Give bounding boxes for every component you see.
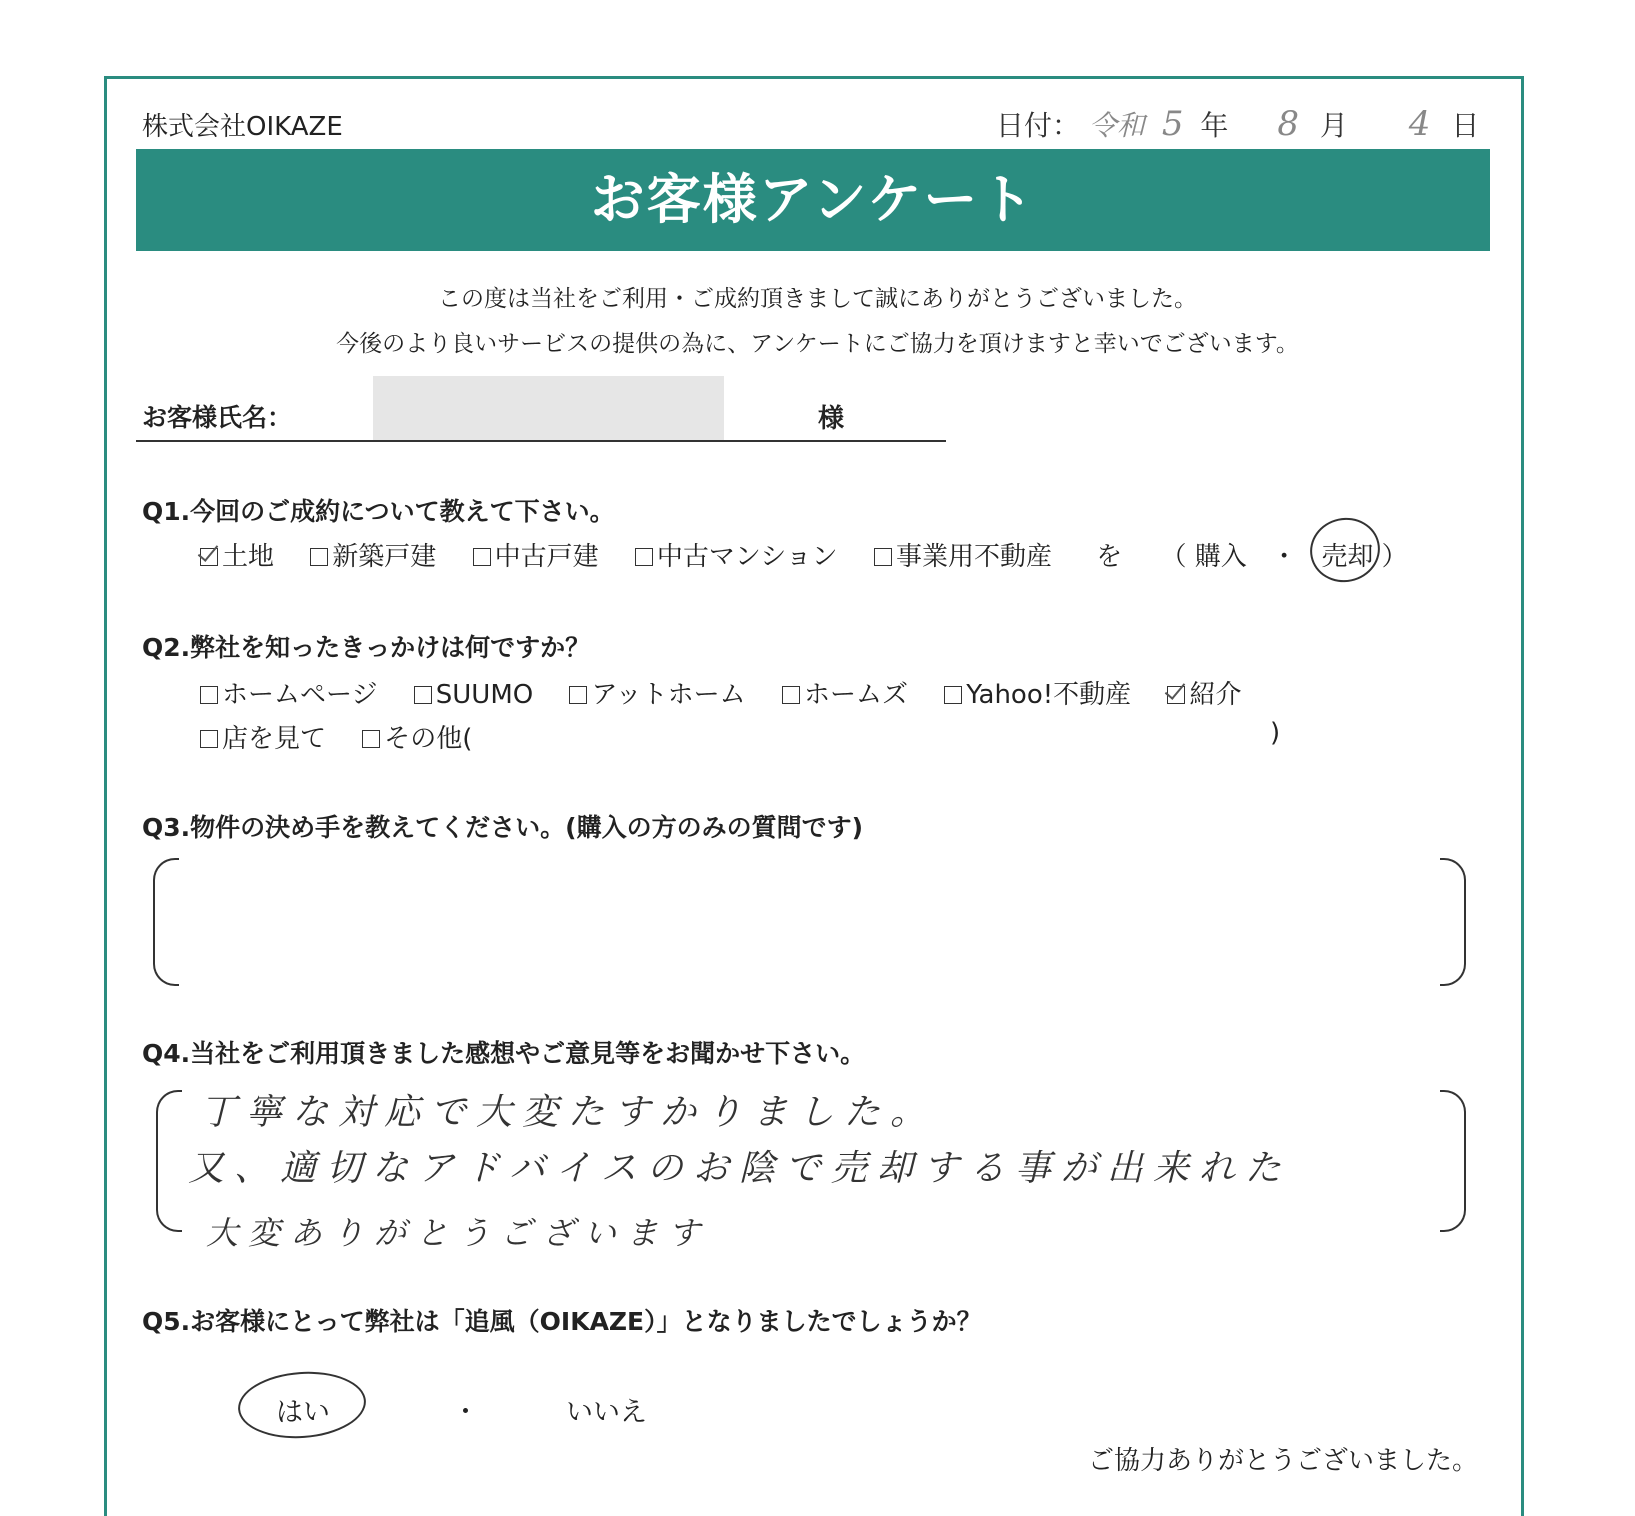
q2-option-homepage[interactable]: ホームページ [200,680,377,710]
checkbox-icon[interactable] [362,730,380,748]
q5-no[interactable]: いいえ [566,1397,647,1428]
date-era: 令和 [1088,109,1145,142]
customer-name-label: お客様氏名： [142,403,293,432]
date-month: 8 [1277,104,1299,144]
checkbox-checked-icon[interactable] [1167,686,1185,704]
q4-answer-line-2: 又、適切なアドバイスのお陰で売却する事が出来れた [188,1148,1291,1189]
q2-other-close: ) [1270,718,1281,748]
q5-yes[interactable]: はい [276,1397,330,1428]
checkbox-icon[interactable] [635,548,653,566]
checkbox-icon[interactable] [414,686,432,704]
checkbox-icon[interactable] [782,686,800,704]
checkbox-icon[interactable] [944,686,962,704]
q2-question: Q2.弊社を知ったきっかけは何ですか？ [142,633,591,662]
q1-option-business[interactable]: 事業用不動産 [874,542,1052,572]
q4-bracket-left [156,1090,182,1232]
q3-bracket-left [153,858,179,986]
q1-buy[interactable]: 購入 [1194,542,1247,572]
date-year-label: 年 [1200,109,1229,142]
q1-option-new-house[interactable]: 新築戸建 [310,542,436,572]
checkbox-checked-icon[interactable] [200,548,218,566]
q1-paren-open: （ [1160,542,1187,572]
q1-connector: を [1096,542,1123,572]
checkbox-icon[interactable] [874,548,892,566]
q1-option-used-house[interactable]: 中古戸建 [473,542,599,572]
q1-paren-close: ） [1381,542,1408,572]
q5-question: Q5.お客様にとって弊社は「追風（OIKAZE）」となりましたでしょうか？ [142,1307,982,1336]
name-underline [136,440,946,442]
q1-options [200,536,1436,573]
company-name: 株式会社OIKAZE [142,112,343,142]
checkbox-icon[interactable] [569,686,587,704]
q1-question: Q1.今回のご成約について教えて下さい。 [142,497,615,526]
date-year: 5 [1161,104,1184,144]
q1-sell[interactable]: 売却 [1321,542,1374,572]
date-day-label: 日 [1451,109,1480,142]
intro-line-1: この度は当社をご利用・ご成約頂きまして誠にありがとうございました。 [438,286,1197,312]
intro-line-2: 今後のより良いサービスの提供の為に、アンケートにご協力を頂けますと幸いでございます。 [336,331,1299,357]
q1-dot: ・ [1271,542,1298,572]
q3-question: Q3.物件の決め手を教えてください。(購入の方のみの質問です) [142,813,863,842]
q4-answer-line-3: 大変ありがとうございます [206,1214,711,1252]
q1-option-used-mansion[interactable]: 中古マンション [635,542,838,572]
checkbox-icon[interactable] [200,730,218,748]
q2-option-referral[interactable]: 紹介 [1167,680,1241,710]
footer-thanks: ご協力ありがとうございました。 [1088,1446,1479,1476]
checkbox-icon[interactable] [200,686,218,704]
date-field [996,104,1479,144]
q2-options-row2 [200,718,500,755]
q2-option-homes[interactable]: ホームズ [782,680,908,710]
q3-bracket-right [1440,858,1466,986]
q2-option-suumo[interactable]: SUUMO [414,680,533,710]
q4-bracket-right [1440,1090,1466,1232]
checkbox-icon[interactable] [473,548,491,566]
survey-title: お客様アンケート [136,149,1490,251]
q2-option-store[interactable]: 店を見て [200,724,326,754]
q4-answer-line-1: 丁寧な対応で大変たすかりました。 [200,1092,937,1133]
q2-option-athome[interactable]: アットホーム [569,680,745,710]
date-month-label: 月 [1319,109,1348,142]
customer-honorific: 様 [818,404,845,434]
checkbox-icon[interactable] [310,548,328,566]
q2-option-other[interactable]: その他( [362,724,472,754]
date-label: 日付： [996,109,1081,142]
q2-option-yahoo[interactable]: Yahoo!不動産 [944,680,1131,710]
q1-option-land[interactable]: 土地 [200,542,274,572]
customer-name-redacted [373,376,724,440]
date-day: 4 [1408,104,1431,144]
q4-question: Q4.当社をご利用頂きました感想やご意見等をお聞かせ下さい。 [142,1039,866,1068]
q2-options-row1 [200,674,1269,711]
q5-dot: ・ [452,1397,479,1428]
